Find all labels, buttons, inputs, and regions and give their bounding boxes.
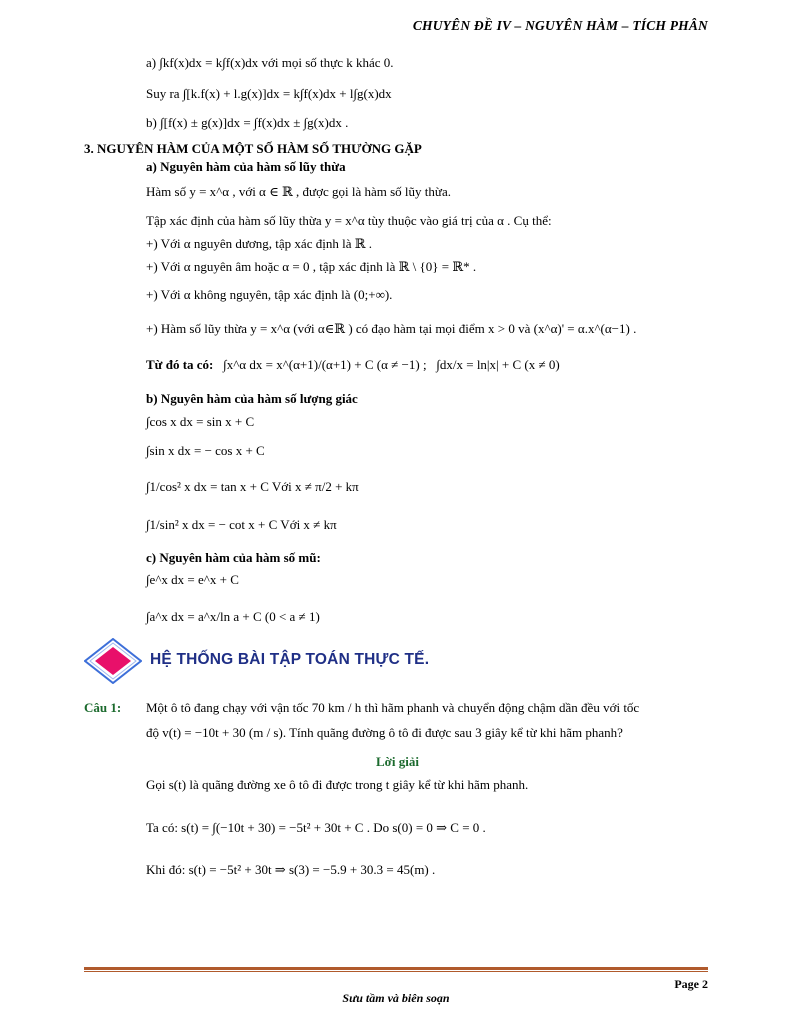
trig-formula-cos: ∫cos x dx = sin x + C <box>146 414 255 429</box>
exercise-section-title: HỆ THỐNG BÀI TẬP TOÁN THỰC TẾ. <box>150 651 430 668</box>
reciprocal-rule-formula: ∫dx/x = ln|x| + C (x ≠ 0) <box>436 357 560 372</box>
property-a: a) ∫kf(x)dx = k∫f(x)dx với mọi số thực k khác 0. <box>146 55 394 70</box>
solution-line-1: Gọi s(t) là quãng đường xe ô tô đi được trong t giây kể từ khi hãm phanh. <box>146 777 529 792</box>
footer-credit: Sưu tầm và biên soạn <box>342 991 450 1005</box>
trig-formula-tan: ∫1/cos² x dx = tan x + C Với x ≠ π/2 + kπ <box>146 479 359 494</box>
question-1-line-2: độ v(t) = −10t + 30 (m / s). Tính quãng đường ô tô đi được sau 3 giây kể từ khi hãm phanh? <box>146 725 623 740</box>
trig-formula-sin: ∫sin x dx = − cos x + C <box>146 443 265 458</box>
subsection-c-title: c) Nguyên hàm của hàm số mũ: <box>146 550 321 565</box>
results-label: Từ đó ta có: <box>146 357 214 372</box>
page-number: Page 2 <box>674 977 708 991</box>
power-function-derivative: +) Hàm số lũy thừa y = x^α (với α∈ℝ ) có đạo hàm tại mọi điểm x > 0 và (x^α)' = α.x^(α−1) . <box>146 321 637 336</box>
footer-rule-thin <box>84 971 708 972</box>
question-1-line-1: Một ô tô đang chạy với vận tốc 70 km / h thì hãm phanh và chuyển động chậm dần đều với tốc <box>146 700 640 715</box>
solution-line-3: Khi đó: s(t) = −5t² + 30t ⇒ s(3) = −5.9 + 30.3 = 45(m) . <box>146 862 436 877</box>
section-3-title: 3. NGUYÊN HÀM CỦA MỘT SỐ HÀM SỐ THƯỜNG GẶP <box>84 141 422 156</box>
footer-rule <box>84 967 708 970</box>
domain-case-1: +) Với α nguyên dương, tập xác định là ℝ . <box>146 236 373 251</box>
property-suyra: Suy ra ∫[k.f(x) + l.g(x)]dx = k∫f(x)dx + l∫g(x)dx <box>146 86 392 101</box>
trig-formula-cot: ∫1/sin² x dx = − cot x + C Với x ≠ kπ <box>146 517 337 532</box>
exp-formula-e: ∫e^x dx = e^x + C <box>146 572 239 587</box>
power-function-domain: Tập xác định của hàm số lũy thừa y = x^α tùy thuộc vào giá trị của α . Cụ thể: <box>146 213 552 228</box>
subsection-b-title: b) Nguyên hàm của hàm số lượng giác <box>146 391 358 406</box>
solution-line-2: Ta có: s(t) = ∫(−10t + 30) = −5t² + 30t + C . Do s(0) = 0 ⇒ C = 0 . <box>146 820 486 835</box>
domain-case-3: +) Với α không nguyên, tập xác định là (0;+∞). <box>146 287 393 302</box>
subsection-a-title: a) Nguyên hàm của hàm số lũy thừa <box>146 159 346 174</box>
power-function-intro: Hàm số y = x^α , với α ∈ ℝ , được gọi là hàm số lũy thừa. <box>146 184 451 199</box>
solution-label: Lời giải <box>376 754 419 769</box>
property-b: b) ∫[f(x) ± g(x)]dx = ∫f(x)dx ± ∫g(x)dx . <box>146 115 349 130</box>
banner-diamond-icon <box>84 638 142 684</box>
domain-case-2: +) Với α nguyên âm hoặc α = 0 , tập xác định là ℝ \ {0} = ℝ* . <box>146 259 477 274</box>
exp-formula-a: ∫a^x dx = a^x/ln a + C (0 < a ≠ 1) <box>146 609 320 624</box>
page-header-title: CHUYÊN ĐỀ IV – NGUYÊN HÀM – TÍCH PHÂN <box>412 18 708 33</box>
power-antiderivative-results <box>146 357 560 373</box>
question-1-label: Câu 1: <box>84 700 122 715</box>
power-rule-formula: ∫x^α dx = x^(α+1)/(α+1) + C (α ≠ −1) ; <box>223 357 427 372</box>
